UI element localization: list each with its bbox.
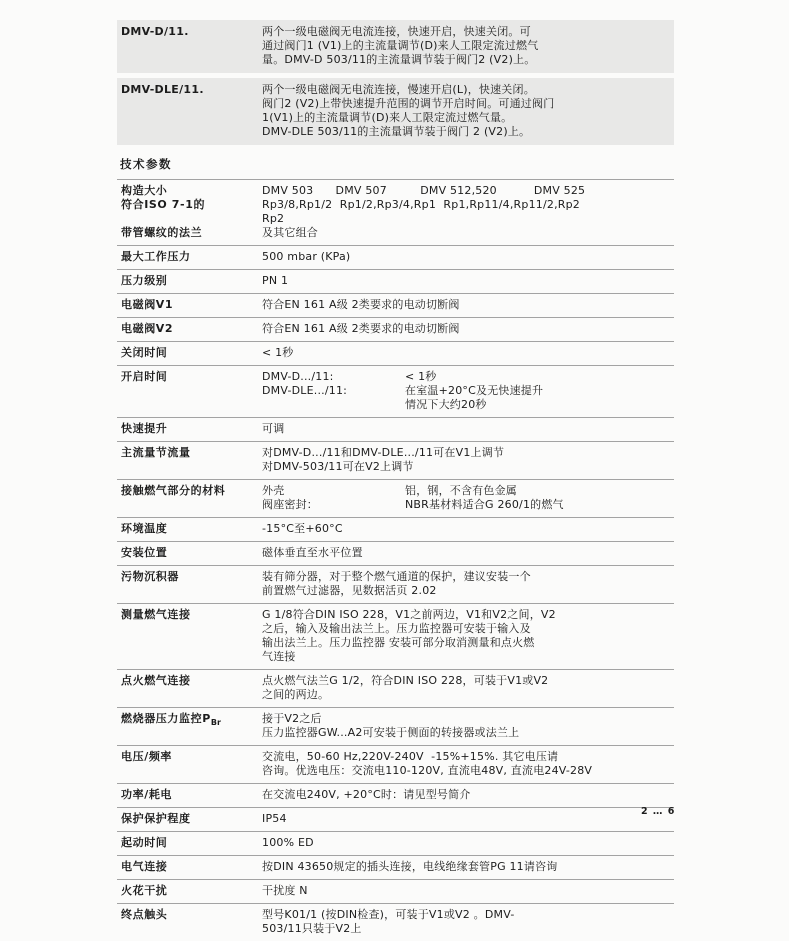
spec-label-line: 符合ISO 7-1的 bbox=[121, 198, 206, 211]
spec-parameter-label bbox=[121, 546, 262, 560]
spec-parameter-label bbox=[121, 446, 262, 474]
spec-value bbox=[262, 522, 674, 536]
spec-row bbox=[117, 294, 674, 318]
spec-value bbox=[262, 346, 674, 360]
spec-table bbox=[117, 179, 674, 941]
value-sub-column-2: < 1秒 bbox=[405, 370, 437, 383]
spec-label-line: 主流量节流量 bbox=[121, 446, 191, 459]
spec-label-line: 点火燃气连接 bbox=[121, 674, 191, 687]
value-sub-column-2: NBR基材料适合G 260/1的燃气 bbox=[405, 498, 564, 511]
spec-value bbox=[262, 274, 674, 288]
spec-value bbox=[262, 446, 674, 474]
spec-value-line: DMV 503 DMV 507 DMV 512,520 DMV 525 bbox=[262, 184, 586, 197]
spec-row bbox=[117, 856, 674, 880]
spec-parameter-label bbox=[121, 250, 262, 264]
spec-value-line: G 1/8符合DIN ISO 228，V1之前两边，V1和V2之间，V2 bbox=[262, 608, 556, 621]
spec-value-line bbox=[262, 398, 674, 412]
spec-value-line: 对DMV-D.../11和DMV-DLE.../11可在V1上调节 bbox=[262, 446, 505, 459]
spec-value-line: 咨询。优选电压：交流电110-120V, 直流电48V, 直流电24V-28V bbox=[262, 764, 593, 777]
spec-row bbox=[117, 832, 674, 856]
spec-value-line: 按DIN 43650规定的插头连接，电线绝缘套管PG 11请咨询 bbox=[262, 860, 558, 873]
spec-label-line: 电气连接 bbox=[121, 860, 168, 873]
value-sub-column-1: 外壳 bbox=[262, 484, 285, 497]
spec-row bbox=[117, 318, 674, 342]
spec-row bbox=[117, 366, 674, 418]
model-name: DMV-D/11. bbox=[121, 25, 189, 38]
spec-value bbox=[262, 788, 674, 802]
spec-value-line: -15°C至+60°C bbox=[262, 522, 343, 535]
section-title-technical-parameters: 技术参数 bbox=[120, 157, 172, 171]
spec-row bbox=[117, 708, 674, 746]
spec-parameter-label bbox=[121, 812, 262, 826]
spec-value bbox=[262, 812, 674, 826]
spec-parameter-label bbox=[121, 322, 262, 336]
spec-parameter-label bbox=[121, 422, 262, 436]
model-description bbox=[262, 83, 668, 139]
spec-value bbox=[262, 370, 674, 412]
spec-row bbox=[117, 480, 674, 518]
spec-label-line: 环境温度 bbox=[121, 522, 168, 535]
spec-value-line: Rp3/8,Rp1/2 Rp1/2,Rp3/4,Rp1 Rp1,Rp11/4,Rp11/2,Rp2 bbox=[262, 198, 581, 211]
value-sub-column-2: 在室温+20°C及无快速提升 bbox=[405, 384, 544, 397]
spec-label-line: 带管螺纹的法兰 bbox=[121, 226, 203, 239]
spec-value bbox=[262, 570, 674, 598]
spec-value-line: 接于V2之后 bbox=[262, 712, 322, 725]
spec-parameter-label bbox=[121, 884, 262, 898]
spec-label-line: 起动时间 bbox=[121, 836, 168, 849]
model-intro-row bbox=[117, 78, 674, 145]
spec-parameter-label bbox=[121, 184, 262, 240]
spec-value-line: 500 mbar (KPa) bbox=[262, 250, 351, 263]
spec-value-line: 之间的两边。 bbox=[262, 688, 330, 701]
spec-parameter-label bbox=[121, 298, 262, 312]
spec-value-line: 503/11只装于V2上 bbox=[262, 922, 362, 935]
spec-row bbox=[117, 880, 674, 904]
spec-value-line: 型号K01/1 (按DIN检查)，可装于V1或V2 。DMV- bbox=[262, 908, 515, 921]
spec-value-line: 装有筛分器，对于整个燃气通道的保护，建议安装一个 bbox=[262, 570, 531, 583]
spec-label-line: 污物沉积器 bbox=[121, 570, 179, 583]
spec-value bbox=[262, 184, 674, 240]
spec-value-line bbox=[262, 384, 674, 398]
spec-value-line: 气连接 bbox=[262, 650, 296, 663]
spec-row bbox=[117, 518, 674, 542]
spec-label-line: 安装位置 bbox=[121, 546, 168, 559]
spec-value-line: 及其它组合 bbox=[262, 226, 318, 239]
spec-parameter-label bbox=[121, 712, 262, 740]
spec-parameter-label bbox=[121, 570, 262, 598]
spec-parameter-label bbox=[121, 836, 262, 850]
spec-value-line: 压力监控器GW...A2可安装于侧面的转接器或法兰上 bbox=[262, 726, 520, 739]
spec-value-line: 之后，输入及输出法兰上。压力监控器可安装于输入及 bbox=[262, 622, 531, 635]
spec-row bbox=[117, 566, 674, 604]
spec-label-line: 保护保护程度 bbox=[121, 812, 191, 825]
description-line: 通过阀门1 (V1)上的主流量调节(D)来人工限定流过燃气 bbox=[262, 39, 539, 52]
spec-label-line bbox=[121, 212, 262, 226]
spec-label-line: 关闭时间 bbox=[121, 346, 168, 359]
value-sub-column-2: 情况下大约20秒 bbox=[405, 398, 487, 411]
spec-label-line: 压力级别 bbox=[121, 274, 168, 287]
spec-label-line: 最大工作压力 bbox=[121, 250, 191, 263]
datasheet-page bbox=[117, 20, 674, 941]
spec-value-line: 符合EN 161 A级 2类要求的电动切断阀 bbox=[262, 322, 460, 335]
spec-value bbox=[262, 712, 674, 740]
spec-row bbox=[117, 180, 674, 246]
value-sub-column-1: DMV-D.../11: bbox=[262, 370, 334, 383]
spec-value-line: 符合EN 161 A级 2类要求的电动切断阀 bbox=[262, 298, 460, 311]
spec-row bbox=[117, 904, 674, 941]
spec-row bbox=[117, 418, 674, 442]
spec-value-line: < 1秒 bbox=[262, 346, 294, 359]
spec-parameter-label bbox=[121, 674, 262, 702]
spec-value-line: 点火燃气法兰G 1/2，符合DIN ISO 228，可装于V1或V2 bbox=[262, 674, 549, 687]
spec-row bbox=[117, 342, 674, 366]
spec-value bbox=[262, 322, 674, 336]
spec-parameter-label bbox=[121, 908, 262, 936]
spec-row bbox=[117, 246, 674, 270]
value-sub-column-1: 阀座密封： bbox=[262, 498, 318, 511]
spec-value-line: 对DMV-503/11可在V2上调节 bbox=[262, 460, 414, 473]
model-intro-row bbox=[117, 20, 674, 73]
spec-value-line: Rp2 bbox=[262, 212, 285, 225]
page-number: 2 … 6 bbox=[641, 806, 676, 817]
description-line: 1(V1)上的主流量调节(D)来人工限定流过燃气量。 bbox=[262, 111, 513, 124]
spec-row bbox=[117, 670, 674, 708]
model-description bbox=[262, 25, 668, 67]
spec-label-line: 开启时间 bbox=[121, 370, 168, 383]
spec-label-line: 快速提升 bbox=[121, 422, 168, 435]
spec-row bbox=[117, 746, 674, 784]
spec-row bbox=[117, 784, 674, 808]
spec-label-line: 电压/频率 bbox=[121, 750, 173, 763]
spec-label-line: 接触燃气部分的材料 bbox=[121, 484, 226, 497]
spec-label-line: 功率/耗电 bbox=[121, 788, 173, 801]
spec-value-line: 可调 bbox=[262, 422, 285, 435]
spec-parameter-label bbox=[121, 860, 262, 874]
spec-row bbox=[117, 542, 674, 566]
spec-value-line: 干扰度 N bbox=[262, 884, 308, 897]
spec-value bbox=[262, 422, 674, 436]
spec-row bbox=[117, 270, 674, 294]
model-intro-section bbox=[117, 20, 674, 145]
description-line: DMV-DLE 503/11的主流量调节装于阀门 2 (V2)上。 bbox=[262, 125, 531, 138]
spec-value bbox=[262, 608, 674, 664]
spec-value-line: 100% ED bbox=[262, 836, 314, 849]
spec-value bbox=[262, 908, 674, 936]
spec-value bbox=[262, 836, 674, 850]
spec-label-line: 终点触头 bbox=[121, 908, 168, 921]
spec-value-line bbox=[262, 484, 674, 498]
spec-value-line bbox=[262, 498, 674, 512]
description-line: 两个一级电磁阀无电流连接，慢速开启(L)，快速关闭。 bbox=[262, 83, 535, 96]
spec-parameter-label bbox=[121, 608, 262, 664]
spec-parameter-label bbox=[121, 484, 262, 512]
spec-row bbox=[117, 604, 674, 670]
spec-value-line: 交流电，50-60 Hz,220V-240V -15%+15%. 其它电压请 bbox=[262, 750, 559, 763]
spec-parameter-label bbox=[121, 750, 262, 778]
value-sub-column-1: DMV-DLE.../11: bbox=[262, 384, 348, 397]
description-line: 阀门2 (V2)上带快速提升范围的调节开启时间。可通过阀门 bbox=[262, 97, 555, 110]
spec-value bbox=[262, 674, 674, 702]
value-sub-column-2: 铝，钢，不含有色金属 bbox=[405, 484, 517, 497]
spec-row bbox=[117, 442, 674, 480]
spec-row bbox=[117, 808, 674, 832]
spec-label-line: 构造大小 bbox=[121, 184, 168, 197]
value-sub-column-1 bbox=[262, 398, 405, 412]
spec-value bbox=[262, 884, 674, 898]
spec-value-line: 前置燃气过滤器，见数据活页 2.02 bbox=[262, 584, 437, 597]
label-subscript: Br bbox=[210, 718, 221, 728]
spec-label-line: 测量燃气连接 bbox=[121, 608, 191, 621]
spec-label-line: 电磁阀V1 bbox=[121, 298, 174, 311]
spec-value-line: 输出法兰上。压力监控器 安装可部分取消测量和点火燃 bbox=[262, 636, 535, 649]
spec-value-line: IP54 bbox=[262, 812, 287, 825]
spec-label-line: 电磁阀V2 bbox=[121, 322, 174, 335]
spec-value-line: 在交流电240V, +20°C时：请见型号简介 bbox=[262, 788, 471, 801]
description-line: 量。DMV-D 503/11的主流量调节装于阀门2 (V2)上。 bbox=[262, 53, 536, 66]
spec-value bbox=[262, 484, 674, 512]
spec-parameter-label bbox=[121, 522, 262, 536]
spec-value bbox=[262, 860, 674, 874]
spec-value bbox=[262, 750, 674, 778]
spec-value bbox=[262, 298, 674, 312]
description-line: 两个一级电磁阀无电流连接，快速开启，快速关闭。可 bbox=[262, 25, 531, 38]
spec-label-line: 火花干扰 bbox=[121, 884, 168, 897]
spec-parameter-label bbox=[121, 346, 262, 360]
spec-value-line: PN 1 bbox=[262, 274, 289, 287]
spec-value bbox=[262, 250, 674, 264]
model-name: DMV-DLE/11. bbox=[121, 83, 204, 96]
spec-parameter-label bbox=[121, 788, 262, 802]
spec-value-line bbox=[262, 370, 674, 384]
spec-value-line: 磁体垂直至水平位置 bbox=[262, 546, 363, 559]
spec-parameter-label bbox=[121, 370, 262, 412]
spec-label-line: 燃烧器压力监控$P_{Br}$ bbox=[121, 712, 221, 728]
spec-value bbox=[262, 546, 674, 560]
spec-parameter-label bbox=[121, 274, 262, 288]
